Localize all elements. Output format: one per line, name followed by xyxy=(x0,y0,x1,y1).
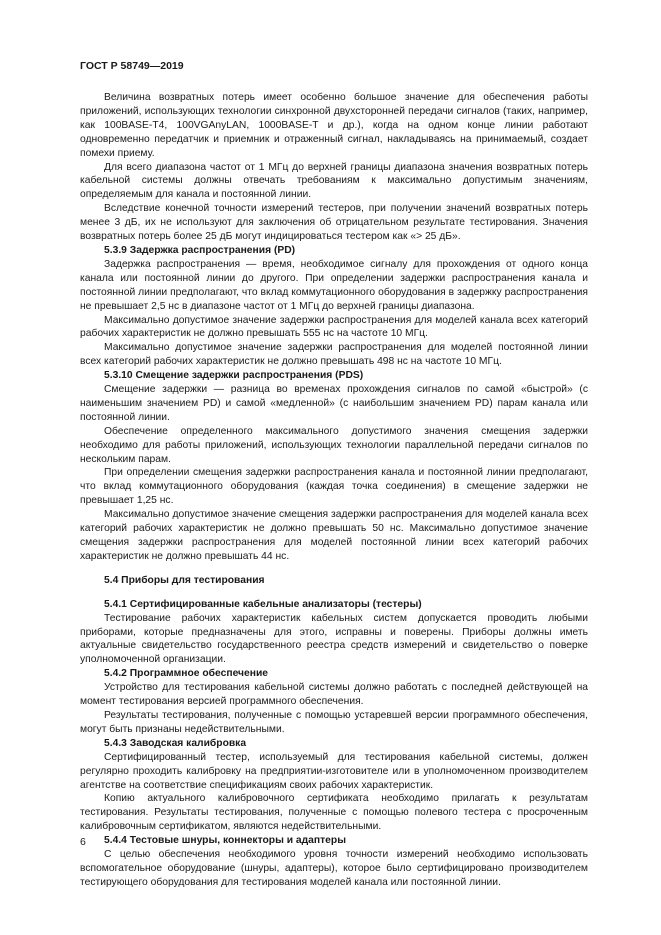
paragraph: Вследствие конечной точности измерений тестеров, при получении значений возвратных потерь менее 3 дБ, их не используют для заключения об отрицательном результате тестирования. Значения возвратных потерь более 25 дБ могут индицироваться тестером как «> 25 дБ». xyxy=(80,203,588,243)
section-heading-5-3-10: 5.3.10 Смещение задержки распространения (PDS) xyxy=(104,370,364,382)
section-heading-5-3-9: 5.3.9 Задержка распространения (PD) xyxy=(104,244,296,256)
paragraph: Результаты тестирования, полученные с помощью устаревшей версии программного обеспечения, могут быть признаны недействительными. xyxy=(80,709,588,735)
section-heading-5-4-1: 5.4.1 Сертифицированные кабельные анализаторы (тестеры) xyxy=(104,598,422,610)
paragraph: С целью обеспечения необходимого уровня точности измерений необходимо использовать вспомогательное оборудование (шнуры, адаптеры), которое было сертифицировано производителем тестирующего оборудования для тестирования моделей канала или постоянной линии. xyxy=(80,849,588,888)
document-body xyxy=(80,91,588,890)
section-heading-5-4-3: 5.4.3 Заводская калибровка xyxy=(104,737,247,749)
paragraph: Для всего диапазона частот от 1 МГц до верхней границы диапазона значения возвратных потерь кабельной системы должны отвечать требованиям к максимально допустимым значениям, определяемым для канала и постоянной линии. xyxy=(80,161,588,201)
paragraph: Копию актуального калибровочного сертификата необходимо прилагать к результатам тестирования. Результаты тестирования, полученные с помощью полевого тестера с просроченным калибровочным сертификатом, являются недействительными. xyxy=(80,793,588,833)
paragraph: Максимально допустимое значение задержки распространения для моделей постоянной линии всех категорий рабочих характеристик не должно превышать 498 нс на частоте 10 МГц. xyxy=(80,342,588,368)
page-number: 6 xyxy=(80,836,86,848)
paragraph: Величина возвратных потерь имеет особенно большое значение для обеспечения работы приложений, использующих технологии синхронной двухсторонней передачи сигналов (таких, например, как 100BASE-T4, 100VGAnyLAN, 1000BASE-T и др.), когда на одном конце линии работают одновременно передатчик и приемник и отраженный сигнал, накладываясь на принимаемый, создает помехи приему. xyxy=(80,92,588,159)
paragraph: Обеспечение определенного максимального допустимого значения смещения задержки необходимо для работы приложений, использующих технологии параллельной передачи сигналов по нескольким парам. xyxy=(80,425,588,465)
paragraph: Задержка распространения — время, необходимое сигналу для прохождения от одного конца канала или постоянной линии до другого. При определении задержки распространения канала и постоянной линии предполагают, что вклад коммутационного оборудования в задержку распространения не превышает 2,5 нс в диапазоне частот от 1 МГц до верхней границы диапазона. xyxy=(80,258,588,312)
paragraph: Устройство для тестирования кабельной системы должно работать с последней действующей на момент тестирования версией программного обеспечения. xyxy=(80,682,588,708)
paragraph: Максимально допустимое значение задержки распространения для моделей канала всех категорий рабочих характеристик не должно превышать 555 нс на частоте 10 МГц. xyxy=(80,314,588,340)
paragraph: Максимально допустимое значение смещения задержки распространения для моделей канала всех категорий рабочих характеристик не должно превышать 50 нс. Максимально допустимое значение смещения задержки распространения для моделей постоянной линии всех категорий рабочих характеристик не должно превышать 44 нс. xyxy=(80,509,588,562)
section-heading-5-4: 5.4 Приборы для тестирования xyxy=(104,574,265,586)
section-heading-5-4-4: 5.4.4 Тестовые шнуры, коннекторы и адаптеры xyxy=(104,835,346,847)
paragraph: Смещение задержки — разница во временах прохождения сигналов по самой «быстрой» (с наименьшим значением PD) и самой «медленной» (с наибольшим значением PD) парам канала или постоянной линии. xyxy=(80,384,588,423)
document-header-code: ГОСТ Р 58749—2019 xyxy=(80,60,184,72)
paragraph: Тестирование рабочих характеристик кабельных систем допускается проводить любыми приборами, которые предназначены для этого, исправны и поверены. Приборы должны иметь актуальные свидетельство государственного реестра средств измерений и свидетельство о поверке уполномоченной организации. xyxy=(80,612,588,666)
paragraph: При определении смещения задержки распространения канала и постоянной линии предполагают, что вклад коммутационного оборудования (каждая точка соединения) в смещение задержки не превышает 1,25 нс. xyxy=(80,467,588,507)
paragraph: Сертифицированный тестер, используемый для тестирования кабельной системы, должен регулярно проходить калибровку на предприятии-изготовителе или в уполномоченном производителем агентстве на соответствие спецификациям своих рабочих характеристик. xyxy=(80,751,588,791)
section-heading-5-4-2: 5.4.2 Программное обеспечение xyxy=(104,668,269,680)
